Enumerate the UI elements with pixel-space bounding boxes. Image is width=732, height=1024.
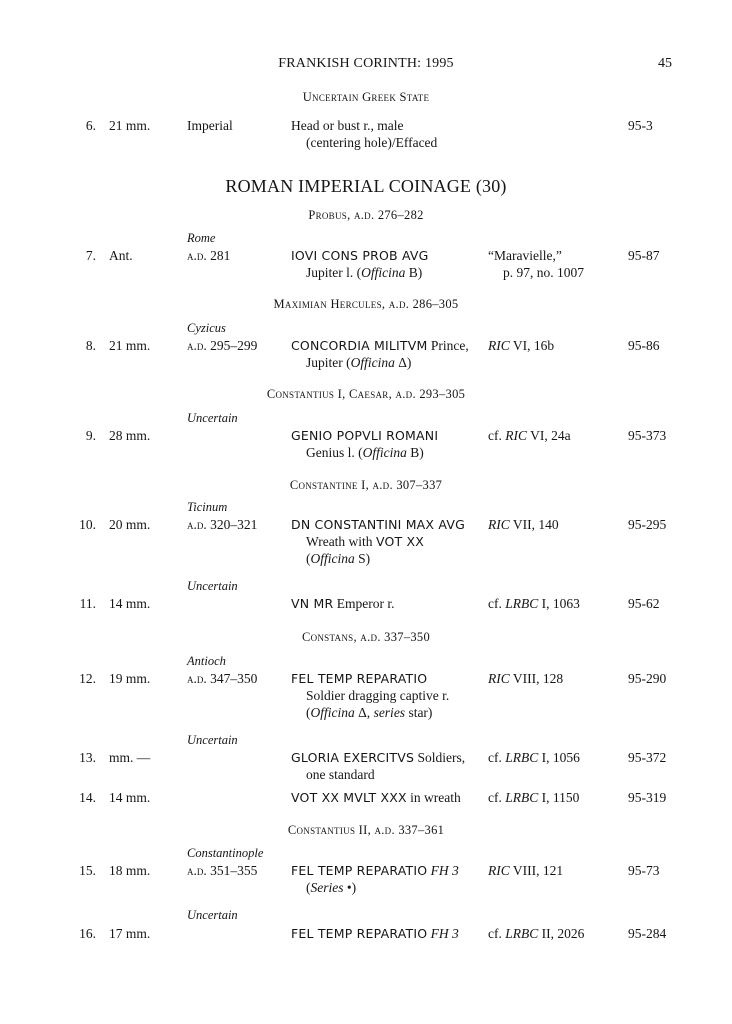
reference-prefix: cf. <box>488 926 506 941</box>
coin-legend: DN CONSTANTINI MAX AVG <box>291 517 465 532</box>
description-italic: Officina <box>361 265 406 280</box>
entry-mint: Antioch <box>187 654 226 668</box>
entry-legend-line <box>291 749 465 766</box>
legend-tail: Prince, <box>427 338 469 353</box>
entry-number: 7. <box>85 248 96 263</box>
section-heading-constantine: Constantine I, a.d. 307–337 <box>289 478 443 492</box>
entry-reference <box>488 427 571 444</box>
section-heading-constantius1: Constantius I, Caesar, a.d. 293–305 <box>266 387 466 401</box>
entry-size: 14 mm. <box>109 596 151 611</box>
reference-number: I, 1063 <box>538 596 580 611</box>
entry-number: 14. <box>79 790 96 805</box>
reference-number: VI, 24a <box>527 428 571 443</box>
section-heading-probus: Probus, a.d. 276–282 <box>308 208 424 222</box>
entry-inventory: 95-372 <box>628 750 667 765</box>
entry-date: a.d. 295–299 <box>187 338 258 353</box>
entry-mint: Uncertain <box>187 733 238 747</box>
entry-reference <box>488 925 584 942</box>
description-legend: VOT XX <box>375 534 425 549</box>
reference-prefix: cf. <box>488 750 506 765</box>
entry-inventory: 95-290 <box>628 671 667 686</box>
entry-date: a.d. 320–321 <box>187 517 258 532</box>
entry-inventory: 95-284 <box>628 926 667 941</box>
entry-legend-line <box>291 337 469 354</box>
entry-inventory: 95-87 <box>628 248 660 263</box>
description-italic: Officina <box>362 445 407 460</box>
entry-reference <box>488 516 559 533</box>
entry-legend-line <box>291 670 427 687</box>
entry-description: one standard <box>306 767 375 782</box>
entry-inventory: 95-86 <box>628 338 660 353</box>
section-heading-constantius2: Constantius II, a.d. 337–361 <box>287 823 445 837</box>
coin-legend: CONCORDIA MILITVM <box>291 338 428 353</box>
description-text-end: B) <box>406 445 424 460</box>
entry-size: mm. — <box>109 750 151 765</box>
reference-number: VI, 16b <box>509 338 555 353</box>
reference-prefix: cf. <box>488 596 506 611</box>
entry-reference <box>488 670 563 687</box>
description-italic: Officina <box>310 705 355 720</box>
entry-reference: “Maravielle,” <box>488 248 562 263</box>
entry-mint: Uncertain <box>187 579 238 593</box>
reference-work: RIC <box>488 338 510 353</box>
description-text: Wreath with <box>306 534 376 549</box>
legend-tail: Emperor r. <box>333 596 395 611</box>
entry-inventory: 95-73 <box>628 863 660 878</box>
entry-legend-line <box>291 427 438 444</box>
reference-number: II, 2026 <box>538 926 585 941</box>
entry-number: 15. <box>79 863 96 878</box>
entry-number: 11. <box>79 596 96 611</box>
entry-size: 19 mm. <box>109 671 151 686</box>
entry-reference <box>488 749 580 766</box>
reference-number: VIII, 121 <box>509 863 564 878</box>
coin-legend: GENIO POPVLI ROMANI <box>291 428 439 443</box>
reference-work: RIC <box>488 863 510 878</box>
entry-size: 21 mm. <box>109 118 151 133</box>
entry-number: 8. <box>85 338 96 353</box>
entry-legend-line <box>291 516 465 533</box>
entry-legend-line <box>291 595 394 612</box>
entry-size: 18 mm. <box>109 863 151 878</box>
entry-mint: Ticinum <box>187 500 228 514</box>
description-text: ( <box>306 551 311 566</box>
description-text: ( <box>306 705 311 720</box>
entry-description-cont <box>306 704 432 721</box>
entry-number: 9. <box>85 428 96 443</box>
entry-reference <box>488 862 563 879</box>
entry-date: a.d. 281 <box>187 248 231 263</box>
reference-prefix: cf. <box>488 790 506 805</box>
description-italic-2: series <box>373 705 406 720</box>
reference-work: LRBC <box>505 926 539 941</box>
entry-description <box>306 533 424 550</box>
reference-work: LRBC <box>505 596 539 611</box>
entry-inventory: 95-3 <box>628 118 653 133</box>
entry-mint: Uncertain <box>187 908 238 922</box>
main-heading: ROMAN IMPERIAL COINAGE (30) <box>225 176 507 196</box>
description-text-end: S) <box>354 551 371 566</box>
entry-description <box>306 354 411 371</box>
description-italic: Officina <box>350 355 395 370</box>
entry-mint: Uncertain <box>187 411 238 425</box>
section-heading-maximian: Maximian Hercules, a.d. 286–305 <box>273 297 459 311</box>
page-number: 45 <box>658 56 672 71</box>
reference-work: RIC <box>488 671 510 686</box>
entry-number: 10. <box>79 517 96 532</box>
reference-work: RIC <box>488 517 510 532</box>
entry-inventory: 95-62 <box>628 596 660 611</box>
legend-tail: Soldiers, <box>414 750 466 765</box>
entry-inventory: 95-319 <box>628 790 667 805</box>
description-text-end: star) <box>405 705 433 720</box>
entry-date: a.d. 351–355 <box>187 863 258 878</box>
legend-tail: in wreath <box>406 790 461 805</box>
reference-work: RIC <box>505 428 527 443</box>
description-text: ( <box>306 880 311 895</box>
reference-work: LRBC <box>505 750 539 765</box>
reference-work: LRBC <box>505 790 539 805</box>
entry-mint: Cyzicus <box>187 321 226 335</box>
description-text: Jupiter ( <box>306 355 351 370</box>
coin-legend: FEL TEMP REPARATIO <box>291 926 428 941</box>
entry-size: 28 mm. <box>109 428 151 443</box>
entry-size: 21 mm. <box>109 338 151 353</box>
description-text-mid: Δ, <box>354 705 374 720</box>
entry-size: 14 mm. <box>109 790 151 805</box>
entry-description <box>306 879 356 896</box>
legend-mintmark: FH 3 <box>427 863 459 878</box>
entry-number: 12. <box>79 671 96 686</box>
entry-description-cont: (centering hole)/Effaced <box>306 135 438 150</box>
coin-legend: VN MR <box>291 596 334 611</box>
coin-legend: IOVI CONS PROB AVG <box>291 248 429 263</box>
description-text: Jupiter l. ( <box>306 265 362 280</box>
entry-legend-line <box>291 789 461 806</box>
coin-legend: VOT XX MVLT XXX <box>291 790 407 805</box>
coin-legend: FEL TEMP REPARATIO <box>291 671 428 686</box>
entry-date: Imperial <box>187 118 233 133</box>
legend-mintmark: FH 3 <box>427 926 459 941</box>
entry-inventory: 95-295 <box>628 517 667 532</box>
entry-legend-line <box>291 925 459 942</box>
entry-description: Head or bust r., male <box>291 118 404 133</box>
running-header-title: FRANKISH CORINTH: 1995 <box>278 56 454 71</box>
coin-legend: FEL TEMP REPARATIO <box>291 863 428 878</box>
entry-reference <box>488 789 579 806</box>
entry-inventory: 95-373 <box>628 428 667 443</box>
coin-legend: GLORIA EXERCITVS <box>291 750 415 765</box>
entry-reference <box>488 595 580 612</box>
entry-legend-line <box>291 247 429 264</box>
entry-number: 16. <box>79 926 96 941</box>
entry-mint: Constantinople <box>187 846 264 860</box>
entry-reference-cont: p. 97, no. 1007 <box>503 265 584 280</box>
description-text-end: •) <box>343 880 357 895</box>
entry-reference <box>488 337 554 354</box>
reference-number: I, 1056 <box>538 750 580 765</box>
entry-size: 17 mm. <box>109 926 151 941</box>
section-heading-greek: Uncertain Greek State <box>302 90 430 104</box>
reference-number: I, 1150 <box>538 790 580 805</box>
description-text-end: B) <box>405 265 423 280</box>
entry-date: a.d. 347–350 <box>187 671 258 686</box>
description-italic: Officina <box>310 551 355 566</box>
entry-size: 20 mm. <box>109 517 151 532</box>
entry-description <box>306 264 422 281</box>
entry-legend-line <box>291 862 459 879</box>
description-text-end: Δ) <box>394 355 412 370</box>
entry-description <box>306 444 424 461</box>
entry-description-cont <box>306 550 370 567</box>
reference-number: VII, 140 <box>509 517 559 532</box>
reference-number: VIII, 128 <box>509 671 564 686</box>
entry-mint: Rome <box>187 231 216 245</box>
entry-description: Soldier dragging captive r. <box>306 688 450 703</box>
entry-number: 6. <box>85 118 96 133</box>
description-text: Genius l. ( <box>306 445 363 460</box>
entry-number: 13. <box>79 750 96 765</box>
entry-size: Ant. <box>109 248 133 263</box>
reference-prefix: cf. <box>488 428 506 443</box>
description-italic: Series <box>310 880 344 895</box>
section-heading-constans: Constans, a.d. 337–350 <box>301 630 431 644</box>
